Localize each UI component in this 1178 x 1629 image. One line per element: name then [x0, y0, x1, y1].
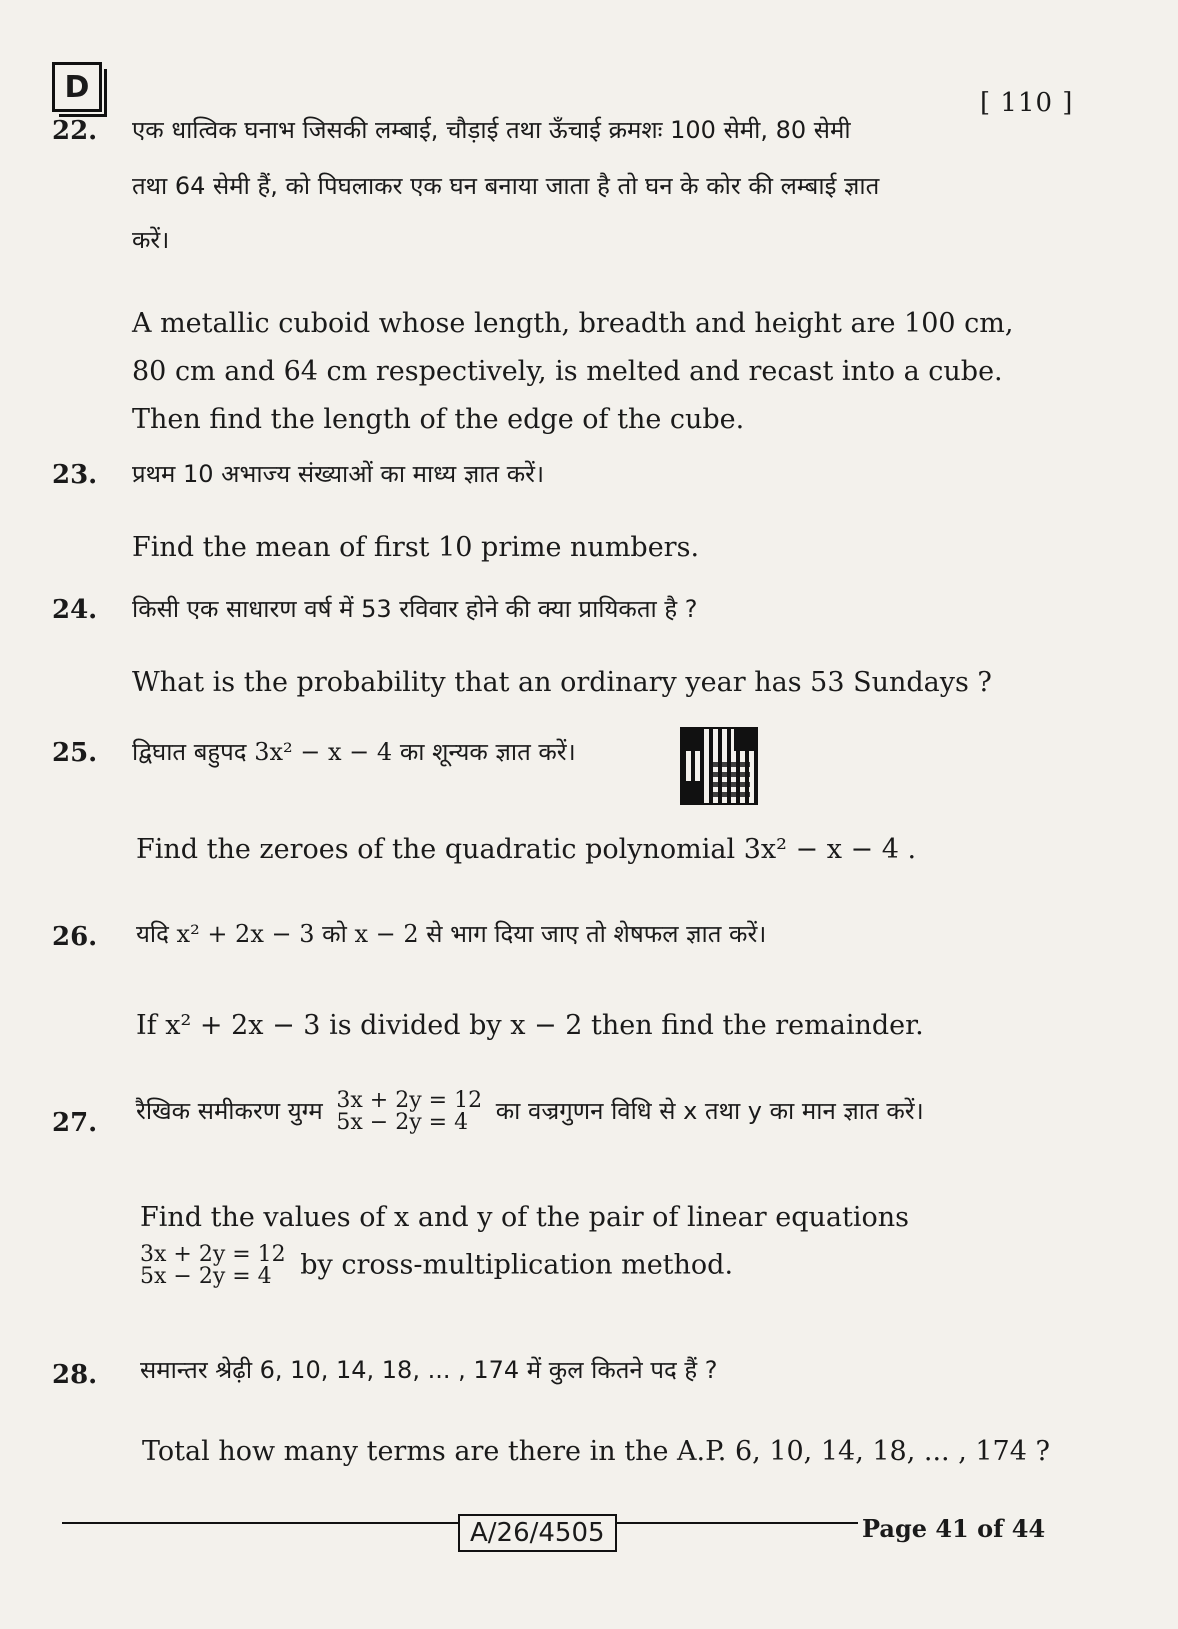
- divisor-expression: x − 2: [510, 1010, 583, 1041]
- question-number: 23.: [52, 460, 98, 490]
- hindi-text: का वज्रगुणन विधि से x तथा y का मान ज्ञात करें।: [495, 1097, 924, 1125]
- english-text: is divided by: [329, 1010, 502, 1041]
- equation-2: 5x − 2y = 4: [336, 1110, 469, 1135]
- dividend-expression: x² + 2x − 3: [176, 920, 315, 948]
- english-text: then find the remainder.: [591, 1010, 924, 1041]
- english-text: If: [136, 1010, 157, 1041]
- equation-pair: [336, 1090, 482, 1134]
- hindi-text: का शून्यक ज्ञात करें।: [399, 738, 576, 766]
- qr-code-icon: [680, 727, 758, 805]
- question-number: 24.: [52, 595, 98, 625]
- hindi-line: किसी एक साधारण वर्ष में 53 रविवार होने की क्या प्रायिकता है ?: [132, 595, 698, 623]
- polynomial-expression: 3x² − x − 4: [254, 738, 393, 766]
- english-line: 80 cm and 64 cm respectively, is melted and recast into a cube.: [132, 356, 1003, 387]
- english-line: Find the values of x and y of the pair of linear equations: [140, 1202, 909, 1233]
- english-line: Total how many terms are there in the A.P. 6, 10, 14, 18, ... , 174 ?: [142, 1436, 1050, 1467]
- english-line: [136, 834, 916, 866]
- hindi-line: [136, 1090, 924, 1134]
- hindi-text: रैखिक समीकरण युग्म: [136, 1097, 323, 1125]
- question-number: 28.: [52, 1360, 98, 1390]
- hindi-text: को: [322, 920, 347, 948]
- polynomial-expression: 3x² − x − 4 .: [743, 834, 917, 865]
- hindi-line: एक धात्विक घनाभ जिसकी लम्बाई, चौड़ाई तथा ऊँचाई क्रमशः 100 सेमी, 80 सेमी: [132, 116, 851, 144]
- english-text: by cross-multiplication method.: [300, 1249, 734, 1281]
- hindi-text: से भाग दिया जाए तो शेषफल ज्ञात करें।: [426, 920, 767, 948]
- question-number: 26.: [52, 922, 98, 952]
- english-line: Then find the length of the edge of the cube.: [132, 404, 745, 435]
- english-text: Find the zeroes of the quadratic polynomial: [136, 834, 736, 865]
- english-line: [136, 1010, 924, 1042]
- equation-pair: [140, 1244, 286, 1288]
- set-label-box: D: [52, 62, 102, 112]
- hindi-line: [132, 738, 576, 767]
- english-line: Find the mean of first 10 prime numbers.: [132, 532, 700, 563]
- page-number: Page 41 of 44: [858, 1514, 1049, 1543]
- hindi-text: द्विघात बहुपद: [132, 738, 247, 766]
- english-line: What is the probability that an ordinary year has 53 Sundays ?: [132, 667, 992, 698]
- divisor-expression: x − 2: [354, 920, 419, 948]
- equation-2: 5x − 2y = 4: [140, 1264, 272, 1289]
- equation-1: 3x + 2y = 12: [140, 1242, 286, 1267]
- hindi-line: प्रथम 10 अभाज्य संख्याओं का माध्य ज्ञात करें।: [132, 460, 545, 488]
- dividend-expression: x² + 2x − 3: [165, 1010, 321, 1041]
- hindi-line: तथा 64 सेमी हैं, को पिघलाकर एक घन बनाया जाता है तो घन के कोर की लम्बाई ज्ञात: [132, 172, 880, 200]
- hindi-line: [136, 920, 766, 949]
- hindi-line: समान्तर श्रेढ़ी 6, 10, 14, 18, ... , 174 में कुल कितने पद हैं ?: [140, 1356, 718, 1384]
- question-number: 25.: [52, 738, 98, 768]
- english-line: [140, 1244, 733, 1288]
- hindi-line: करें।: [132, 226, 170, 254]
- question-number: 22.: [52, 116, 98, 146]
- question-number: 27.: [52, 1108, 98, 1138]
- hindi-text: यदि: [136, 920, 169, 948]
- english-line: A metallic cuboid whose length, breadth and height are 100 cm,: [132, 308, 1014, 339]
- page-code: [ 110 ]: [980, 88, 1074, 118]
- equation-1: 3x + 2y = 12: [336, 1088, 483, 1113]
- paper-code: A/26/4505: [458, 1514, 617, 1552]
